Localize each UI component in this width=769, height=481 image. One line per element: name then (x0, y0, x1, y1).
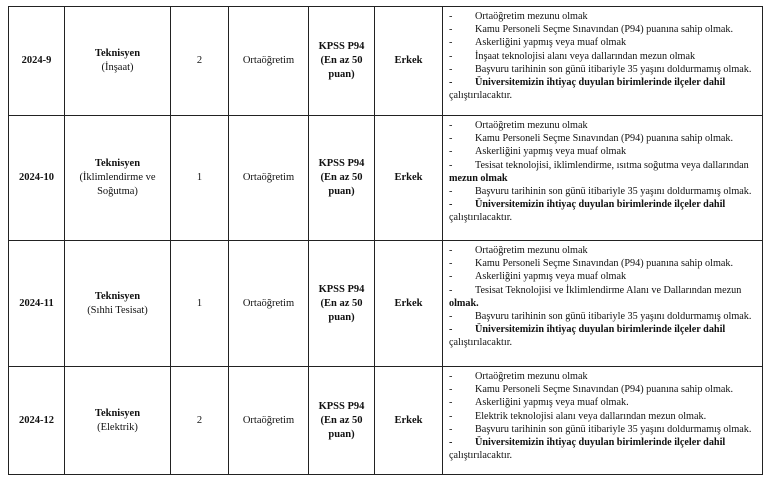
table-row (9, 241, 763, 367)
table-row (9, 367, 763, 475)
position-title: Teknisyen (Sıhhi Tesisat) (65, 241, 171, 367)
exam-requirement: KPSS P94 (En az 50 puan) (309, 7, 375, 116)
list-item: - Başvuru tarihinin son günü itibariyle 35 yaşını doldurmamış olmak. (449, 63, 752, 75)
position-count: 1 (171, 241, 229, 367)
list-item: - Başvuru tarihinin son günü itibariyle 35 yaşını doldurmamış olmak. (449, 186, 752, 198)
list-item: - Tesisat teknolojisi, iklimlendirme, ısıtma soğutma veya dallarından (449, 159, 749, 171)
position-code: 2024-10 (9, 116, 65, 241)
gender: Erkek (375, 367, 443, 475)
gender: Erkek (375, 241, 443, 367)
list-item: - Kamu Personeli Seçme Sınavından (P94) puanına sahip olmak. (449, 133, 734, 145)
education-level: Ortaöğretim (229, 116, 309, 241)
table-row (9, 116, 763, 241)
position-title: Teknisyen (Elektrik) (65, 367, 171, 475)
requirements-list (443, 116, 763, 241)
position-code: 2024-12 (9, 367, 65, 475)
position-title: Teknisyen (İklimlendirme ve Soğutma) (65, 116, 171, 241)
requirements-list (443, 367, 763, 475)
requirements-list (443, 7, 763, 116)
exam-requirement: KPSS P94 (En az 50 puan) (309, 241, 375, 367)
gender: Erkek (375, 7, 443, 116)
position-count: 2 (171, 7, 229, 116)
list-item: - Ortaöğretim mezunu olmak (449, 120, 588, 131)
list-item: - Üniversitemizin ihtiyaç duyulan birimlerinde ilçeler dahil (449, 437, 726, 449)
list-item: - Başvuru tarihinin son günü itibariyle 35 yaşını doldurmamış olmak. (449, 423, 752, 435)
list-item: - Elektrik teknolojisi alanı veya dallarından mezun olmak. (449, 410, 707, 422)
gender: Erkek (375, 116, 443, 241)
list-item: - Kamu Personeli Seçme Sınavından (P94) puanına sahip olmak. (449, 384, 734, 396)
list-item: - Askerliğini yapmış veya muaf olmak (449, 146, 627, 158)
position-count: 2 (171, 367, 229, 475)
list-item: - Ortaöğretim mezunu olmak (449, 11, 588, 22)
list-item: - Askerliğini yapmış veya muaf olmak (449, 37, 627, 49)
list-item: - Ortaöğretim mezunu olmak (449, 245, 588, 256)
exam-requirement: KPSS P94 (En az 50 puan) (309, 116, 375, 241)
list-item: - Kamu Personeli Seçme Sınavından (P94) puanına sahip olmak. (449, 24, 734, 36)
position-title: Teknisyen (İnşaat) (65, 7, 171, 116)
education-level: Ortaöğretim (229, 241, 309, 367)
table-row (9, 7, 763, 116)
list-item: - Üniversitemizin ihtiyaç duyulan birimlerinde ilçeler dahil (449, 199, 726, 211)
positions-table (8, 6, 763, 475)
list-item: - Ortaöğretim mezunu olmak (449, 371, 588, 382)
requirements-list (443, 241, 763, 367)
list-item: - Askerliğini yapmış veya muaf olmak. (449, 397, 629, 409)
list-item-continuation: çalıştırılacaktır. (449, 90, 513, 102)
exam-requirement: KPSS P94 (En az 50 puan) (309, 367, 375, 475)
list-item: - Başvuru tarihinin son günü itibariyle 35 yaşını doldurmamış olmak. (449, 311, 752, 323)
list-item: - Üniversitemizin ihtiyaç duyulan birimlerinde ilçeler dahil (449, 77, 726, 89)
position-count: 1 (171, 116, 229, 241)
list-item: - Askerliğini yapmış veya muaf olmak (449, 271, 627, 283)
list-item: - Tesisat Teknolojisi ve İklimlendirme Alanı ve Dallarından mezun (449, 284, 742, 296)
list-item-continuation: mezun olmak (449, 172, 508, 184)
position-code: 2024-11 (9, 241, 65, 367)
list-item-continuation: olmak. (449, 297, 479, 309)
list-item: - İnşaat teknolojisi alanı veya dallarından mezun olmak (449, 50, 696, 62)
education-level: Ortaöğretim (229, 367, 309, 475)
list-item: - Üniversitemizin ihtiyaç duyulan birimlerinde ilçeler dahil (449, 324, 726, 336)
position-code: 2024-9 (9, 7, 65, 116)
list-item: - Kamu Personeli Seçme Sınavından (P94) puanına sahip olmak. (449, 258, 734, 270)
list-item-continuation: çalıştırılacaktır. (449, 450, 513, 462)
list-item-continuation: çalıştırılacaktır. (449, 337, 513, 349)
list-item-continuation: çalıştırılacaktır. (449, 212, 513, 224)
education-level: Ortaöğretim (229, 7, 309, 116)
